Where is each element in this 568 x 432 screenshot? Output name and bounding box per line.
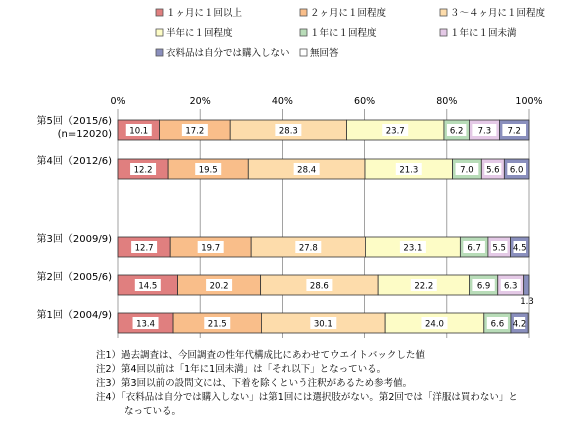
data-label: 5.5 (492, 243, 506, 254)
data-label: 13.4 (136, 319, 156, 330)
x-tick-label: 100% (515, 96, 543, 107)
legend-swatch (156, 9, 163, 16)
data-label: 19.5 (198, 165, 218, 176)
legend-label: 衣料品は自分では購入しない (166, 48, 290, 59)
x-tick-label: 80% (436, 96, 458, 107)
legend-swatch (300, 29, 307, 36)
data-label: 6.3 (503, 281, 518, 292)
data-label: 1.3 (520, 297, 534, 307)
footnote-2: 注2）第4回以前は「1年に1回未満」は「それ以下」となっている。 (96, 364, 387, 375)
footnote-1: 注1）過去調査は、今回調査の性年代構成比にあわせてウエイトバックした値 (96, 350, 425, 361)
data-label: 19.7 (201, 243, 221, 254)
data-label: 20.2 (209, 281, 229, 292)
legend-swatch (440, 29, 447, 36)
legend-label: 無回答 (310, 48, 339, 59)
footnote-3: 注3）第3回以前の設問文には、下着を除くという注釈があるため参考値。 (96, 378, 413, 389)
data-labels (126, 124, 534, 330)
x-tick-label: 40% (271, 96, 293, 107)
data-label: 17.2 (185, 126, 205, 137)
footnote-4-continued: なっている。 (124, 406, 182, 417)
data-label: 6.9 (476, 281, 491, 292)
data-label: 12.7 (134, 243, 154, 254)
data-label: 21.3 (399, 165, 419, 176)
data-label: 28.3 (278, 126, 298, 137)
x-tick-label: 60% (354, 96, 376, 107)
data-label: 28.6 (309, 281, 329, 292)
data-label: 27.8 (298, 243, 318, 254)
data-label: 4.2 (512, 319, 527, 330)
data-label: 28.4 (297, 165, 317, 176)
data-label: 12.2 (133, 165, 153, 176)
data-label: 22.2 (414, 281, 434, 292)
data-label: 5.6 (486, 165, 500, 176)
legend-swatch (156, 49, 163, 56)
legend-swatch (156, 29, 163, 36)
data-label: 30.1 (313, 319, 333, 330)
category-labels (37, 114, 113, 321)
bars (118, 120, 529, 333)
legend-label: 半年に１回程度 (166, 28, 233, 39)
row-label: 第5回（2015/6) (36, 116, 112, 127)
data-label: 7.0 (460, 165, 474, 176)
bar-segment (524, 275, 529, 295)
row-label: 第1回（2004/9) (36, 310, 112, 321)
data-label: 23.7 (385, 126, 405, 137)
data-label: 6.7 (467, 243, 481, 254)
legend-label: １年に１回程度 (310, 28, 377, 39)
gridlines (118, 109, 529, 338)
row-label: 第2回（2005/6) (36, 272, 112, 283)
legend-label: ３～４ヶ月に１回程度 (450, 8, 546, 19)
data-label: 10.1 (129, 126, 149, 137)
legend-swatch (300, 49, 307, 56)
data-label: 24.0 (425, 319, 444, 330)
x-axis-tick-labels (110, 96, 542, 107)
legend-label: ２ヶ月に１回程度 (310, 8, 387, 19)
x-tick-label: 20% (189, 96, 211, 107)
data-label: 6.6 (490, 319, 505, 330)
footnotes (96, 349, 560, 419)
x-tick-label: 0% (110, 96, 126, 107)
footnote-4: 注4）「衣料品は自分では購入しない」は第1回には選択肢がない。第2回では「洋服は買わない」と (96, 392, 518, 403)
data-label: 7.3 (477, 126, 492, 137)
row-label: 第4回（2012/6) (36, 156, 112, 167)
data-label: 7.2 (507, 126, 521, 137)
data-label: 6.2 (449, 126, 464, 137)
legend-swatch (440, 9, 447, 16)
chart-legend (156, 7, 546, 59)
legend-label: １ヶ月に１回以上 (166, 8, 243, 19)
data-label: 21.5 (207, 319, 227, 330)
data-label: 6.0 (509, 165, 524, 176)
data-label: 4.5 (512, 243, 527, 254)
row-label: 第3回（2009/9) (36, 234, 112, 245)
legend-label: １年に１回未満 (450, 28, 517, 39)
row-sublabel: (n=12020) (57, 129, 112, 140)
data-label: 14.5 (138, 281, 158, 292)
data-label: 23.1 (403, 243, 423, 254)
legend-swatch (300, 9, 307, 16)
